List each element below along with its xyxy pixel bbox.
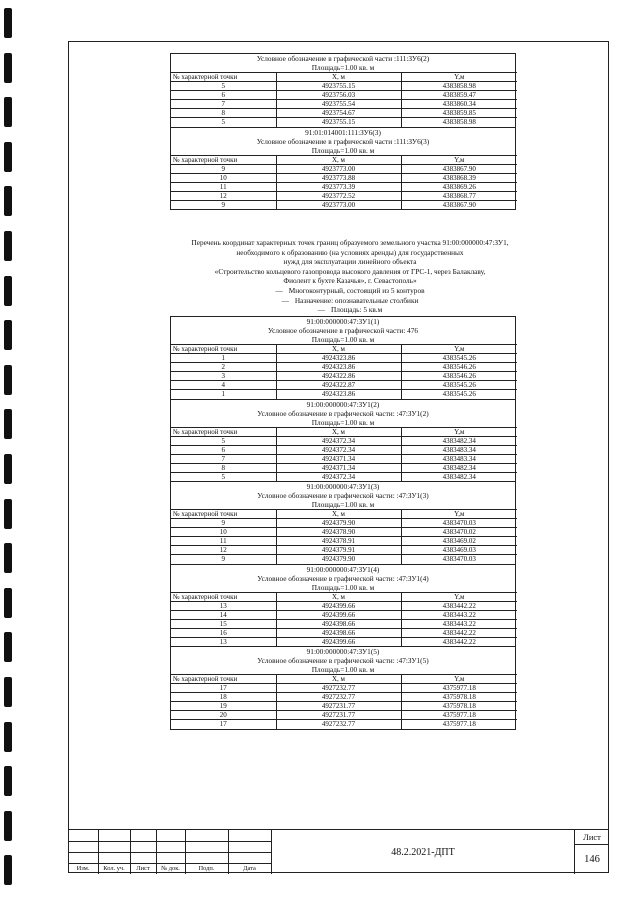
table-row: [171, 619, 517, 628]
coordinates-table: [171, 509, 517, 564]
binder-hole: [4, 722, 12, 752]
point-number: 13: [171, 637, 276, 646]
block-header-line: Площадь=1.00 кв. м: [311, 417, 375, 427]
column-header: X, м: [276, 510, 401, 519]
sheet-cell: [575, 830, 609, 874]
block-header: [171, 317, 515, 344]
x-coordinate: 4924323.86: [276, 390, 401, 399]
point-number: 9: [171, 519, 276, 528]
coordinates-table: [171, 592, 517, 647]
y-coordinate: 4383545.26: [401, 354, 517, 363]
point-number: 18: [171, 693, 276, 702]
binder-hole: [4, 409, 12, 439]
sheet-label: Лист: [583, 832, 601, 842]
y-coordinate: 4383442.22: [401, 637, 517, 646]
binder-hole: [4, 677, 12, 707]
coordinate-block: [170, 565, 516, 648]
point-number: 17: [171, 684, 276, 693]
column-header: X, м: [276, 592, 401, 601]
y-coordinate: 4375977.18: [401, 684, 517, 693]
point-number: 13: [171, 601, 276, 610]
x-coordinate: 4923756.03: [276, 91, 401, 100]
x-coordinate: 4923772.52: [276, 191, 401, 200]
x-coordinate: 4924378.90: [276, 528, 401, 537]
table-row: [171, 628, 517, 637]
y-coordinate: 4375978.18: [401, 693, 517, 702]
point-number: 8: [171, 109, 276, 118]
block-header: [171, 54, 515, 72]
y-coordinate: 4383546.26: [401, 372, 517, 381]
binder-hole: [4, 8, 12, 38]
x-coordinate: 4927232.77: [276, 684, 401, 693]
coordinate-tables-top: [170, 53, 516, 210]
x-coordinate: 4924379.90: [276, 555, 401, 564]
column-header: X, м: [276, 155, 401, 164]
y-coordinate: 4383546.26: [401, 363, 517, 372]
table-row: [171, 454, 517, 463]
binder-hole: [4, 543, 12, 573]
x-coordinate: 4924398.66: [276, 628, 401, 637]
coordinates-table: [171, 427, 517, 482]
x-coordinate: 4924322.86: [276, 372, 401, 381]
y-coordinate: 4383470.03: [401, 519, 517, 528]
table-row: [171, 711, 517, 720]
point-number: 8: [171, 463, 276, 472]
coordinate-block: [170, 482, 516, 565]
block-header-line: Площадь=1.00 кв. м: [311, 335, 375, 344]
x-coordinate: 4923773.00: [276, 164, 401, 173]
table-row: [171, 200, 517, 209]
table-row: [171, 436, 517, 445]
column-header: X, м: [276, 345, 401, 354]
y-coordinate: 4383483.34: [401, 454, 517, 463]
document-code-cell: [271, 830, 575, 874]
block-header-line: 91:00:000000:47:ЗУ1(4): [306, 564, 380, 574]
point-number: 17: [171, 720, 276, 729]
x-coordinate: 4924372.34: [276, 472, 401, 481]
table-row: [171, 354, 517, 363]
coordinate-block: [170, 400, 516, 483]
intro-line: необходимого к образованию (на условиях аренды) для государственных: [236, 247, 464, 257]
point-number: 9: [171, 200, 276, 209]
column-header: Y,м: [401, 592, 517, 601]
point-number: 11: [171, 182, 276, 191]
table-row: [171, 463, 517, 472]
table-row: [171, 118, 517, 127]
table-row: [171, 182, 517, 191]
y-coordinate: 4383443.22: [401, 610, 517, 619]
coordinate-block: [170, 647, 516, 730]
y-coordinate: 4383442.22: [401, 628, 517, 637]
table-row: [171, 684, 517, 693]
intro-bullet: — Многоконтурный, состоящий из 5 контуров: [275, 285, 425, 295]
x-coordinate: 4923755.15: [276, 82, 401, 91]
point-number: 7: [171, 454, 276, 463]
binder-hole: [4, 231, 12, 261]
block-header-line: 91:00:000000:47:ЗУ1(1): [306, 317, 380, 326]
point-number: 6: [171, 91, 276, 100]
binder-hole: [4, 53, 12, 83]
block-header-line: Условное обозначение в графической части: :47:ЗУ1(2): [257, 408, 429, 418]
x-coordinate: 4924399.66: [276, 637, 401, 646]
table-row: [171, 372, 517, 381]
table-row: [171, 109, 517, 118]
block-header-line: Условное обозначение в графической части: :47:ЗУ1(5): [257, 656, 429, 665]
binder-hole: [4, 855, 12, 885]
x-coordinate: 4923755.54: [276, 100, 401, 109]
x-coordinate: 4927231.77: [276, 711, 401, 720]
block-header: [171, 400, 515, 427]
x-coordinate: 4924379.90: [276, 519, 401, 528]
coordinates-table: [171, 155, 517, 210]
table-row: [171, 472, 517, 481]
x-coordinate: 4927232.77: [276, 693, 401, 702]
coordinate-block: [170, 128, 516, 211]
y-coordinate: 4383470.03: [401, 555, 517, 564]
point-number: 10: [171, 173, 276, 182]
block-header-line: 91:00:000000:47:ЗУ1(5): [306, 647, 380, 656]
column-header: Y,м: [401, 510, 517, 519]
block-header-line: 91:00:000000:47:ЗУ1(3): [306, 482, 380, 491]
block-header-line: Условное обозначение в графической части: :47:ЗУ1(3): [257, 491, 429, 500]
intro-bullet-text: Площадь: 5 кв.м: [331, 305, 383, 315]
binder-hole: [4, 499, 12, 529]
point-number: 4: [171, 381, 276, 390]
point-number: 9: [171, 555, 276, 564]
point-number: 5: [171, 82, 276, 91]
block-header: [171, 128, 515, 155]
stamp-label: Лист: [136, 865, 150, 872]
block-header: [171, 565, 515, 592]
column-header: Y,м: [401, 345, 517, 354]
y-coordinate: 4383858.98: [401, 118, 517, 127]
column-header: Y,м: [401, 675, 517, 684]
binder-hole: [4, 97, 12, 127]
point-number: 15: [171, 619, 276, 628]
stamp-label: Подп.: [198, 865, 215, 872]
y-coordinate: 4383442.22: [401, 601, 517, 610]
column-header: № характерной точки: [171, 73, 276, 82]
table-row: [171, 555, 517, 564]
x-coordinate: 4924371.34: [276, 463, 401, 472]
document-code: 48.2.2021-ДПТ: [391, 847, 455, 858]
y-coordinate: 4383470.02: [401, 528, 517, 537]
x-coordinate: 4924399.66: [276, 610, 401, 619]
y-coordinate: 4383868.39: [401, 173, 517, 182]
y-coordinate: 4375978.18: [401, 702, 517, 711]
stamp-label: Дата: [243, 865, 256, 872]
x-coordinate: 4924371.34: [276, 454, 401, 463]
block-header-line: Условное обозначение в графической части: 476: [267, 326, 419, 335]
point-number: 2: [171, 363, 276, 372]
coordinates-table: [171, 674, 517, 729]
point-number: 6: [171, 445, 276, 454]
coordinates-table: [171, 72, 517, 127]
coordinates-table: [171, 344, 517, 399]
table-row: [171, 693, 517, 702]
point-number: 11: [171, 537, 276, 546]
block-header-line: Условное обозначение в графической части :111:ЗУ6(2): [256, 54, 430, 63]
stamp-label: Кол. уч.: [103, 865, 125, 872]
intro-bullet: — Назначение: опознавательные столбики: [281, 295, 419, 305]
intro-line: нужд для эксплуатации линейного объекта: [283, 257, 417, 267]
revision-grid: [68, 830, 271, 874]
point-number: 5: [171, 472, 276, 481]
table-row: [171, 702, 517, 711]
binder-hole: [4, 320, 12, 350]
sheet-number: 146: [584, 854, 600, 865]
stamp-label: № док.: [161, 865, 180, 872]
x-coordinate: 4924323.86: [276, 363, 401, 372]
y-coordinate: 4383545.26: [401, 381, 517, 390]
table-row: [171, 173, 517, 182]
y-coordinate: 4383443.22: [401, 619, 517, 628]
table-row: [171, 164, 517, 173]
y-coordinate: 4375977.18: [401, 711, 517, 720]
binder-hole: [4, 186, 12, 216]
y-coordinate: 4383867.90: [401, 200, 517, 209]
column-header: X, м: [276, 427, 401, 436]
coordinate-block: [170, 53, 516, 128]
x-coordinate: 4923773.00: [276, 200, 401, 209]
x-coordinate: 4923773.88: [276, 173, 401, 182]
block-header-line: Площадь=1.00 кв. м: [311, 500, 375, 509]
y-coordinate: 4383482.34: [401, 472, 517, 481]
block-header: [171, 647, 515, 674]
x-coordinate: 4927232.77: [276, 720, 401, 729]
x-coordinate: 4924372.34: [276, 436, 401, 445]
block-header-line: Площадь=1.00 кв. м: [311, 63, 375, 72]
column-header: X, м: [276, 73, 401, 82]
y-coordinate: 4383545.26: [401, 390, 517, 399]
table-row: [171, 381, 517, 390]
block-header-line: Площадь=1.00 кв. м: [311, 665, 375, 674]
point-number: 19: [171, 702, 276, 711]
y-coordinate: 4375977.18: [401, 720, 517, 729]
point-number: 16: [171, 628, 276, 637]
table-row: [171, 601, 517, 610]
y-coordinate: 4383482.34: [401, 463, 517, 472]
table-row: [171, 390, 517, 399]
point-number: 12: [171, 191, 276, 200]
table-row: [171, 537, 517, 546]
point-number: 12: [171, 546, 276, 555]
block-header: [171, 482, 515, 509]
y-coordinate: 4383868.77: [401, 191, 517, 200]
point-number: 14: [171, 610, 276, 619]
block-header-line: Площадь=1.00 кв. м: [311, 582, 375, 592]
table-row: [171, 637, 517, 646]
table-row: [171, 100, 517, 109]
point-number: 10: [171, 528, 276, 537]
intro-line: «Строительство кольцевого газопровода высокого давления от ГРС-1, через Балаклаву,: [214, 266, 486, 276]
x-coordinate: 4924378.91: [276, 537, 401, 546]
intro-bullet-text: Многоконтурный, состоящий из 5 контуров: [288, 285, 425, 295]
intro-line: Перечень координат характерных точек границ образуемого земельного участка 91:00:000000:47:ЗУ1,: [191, 238, 509, 247]
point-number: 1: [171, 354, 276, 363]
point-number: 3: [171, 372, 276, 381]
point-number: 5: [171, 436, 276, 445]
y-coordinate: 4383860.34: [401, 100, 517, 109]
binder-hole: [4, 811, 12, 841]
intro-line: Фиолент к бухте Казачья», г. Севастополь»: [283, 276, 417, 286]
y-coordinate: 4383859.85: [401, 109, 517, 118]
x-coordinate: 4923754.67: [276, 109, 401, 118]
binder-holes: [0, 0, 22, 905]
table-row: [171, 363, 517, 372]
y-coordinate: 4383869.26: [401, 182, 517, 191]
binder-hole: [4, 632, 12, 662]
parcel-description: [160, 238, 540, 315]
y-coordinate: 4383867.90: [401, 164, 517, 173]
y-coordinate: 4383482.34: [401, 436, 517, 445]
column-header: X, м: [276, 675, 401, 684]
x-coordinate: 4923755.15: [276, 118, 401, 127]
x-coordinate: 4924322.87: [276, 381, 401, 390]
intro-bullet: — Площадь: 5 кв.м: [317, 305, 383, 315]
block-header-line: Условное обозначение в графической части: :47:ЗУ1(4): [257, 573, 429, 583]
block-header-line: 91:00:000000:47:ЗУ1(2): [306, 399, 380, 409]
table-row: [171, 445, 517, 454]
binder-hole: [4, 276, 12, 306]
y-coordinate: 4383483.34: [401, 445, 517, 454]
x-coordinate: 4924379.91: [276, 546, 401, 555]
column-header: № характерной точки: [171, 592, 276, 601]
column-header: № характерной точки: [171, 510, 276, 519]
table-row: [171, 82, 517, 91]
stamp-label: Изм.: [76, 865, 90, 872]
x-coordinate: 4924399.66: [276, 601, 401, 610]
x-coordinate: 4924323.86: [276, 354, 401, 363]
column-header: № характерной точки: [171, 155, 276, 164]
point-number: 20: [171, 711, 276, 720]
y-coordinate: 4383859.47: [401, 91, 517, 100]
binder-hole: [4, 588, 12, 618]
table-row: [171, 528, 517, 537]
x-coordinate: 4923773.39: [276, 182, 401, 191]
x-coordinate: 4924372.34: [276, 445, 401, 454]
column-header: № характерной точки: [171, 345, 276, 354]
y-coordinate: 4383469.03: [401, 546, 517, 555]
table-row: [171, 519, 517, 528]
binder-hole: [4, 142, 12, 172]
title-block: [68, 829, 609, 873]
column-header: Y,м: [401, 155, 517, 164]
block-header-line: Условное обозначение в графической части :111:ЗУ6(3): [256, 136, 430, 146]
point-number: 9: [171, 164, 276, 173]
table-row: [171, 546, 517, 555]
table-row: [171, 720, 517, 729]
block-header-line: Площадь=1.00 кв. м: [311, 145, 375, 155]
y-coordinate: 4383469.02: [401, 537, 517, 546]
intro-bullet-text: Назначение: опознавательные столбики: [294, 295, 419, 305]
column-header: № характерной точки: [171, 675, 276, 684]
column-header: Y,м: [401, 427, 517, 436]
binder-hole: [4, 766, 12, 796]
binder-hole: [4, 365, 12, 395]
table-row: [171, 610, 517, 619]
block-header-line: 91:01:014001:111:ЗУ6(3): [305, 127, 381, 137]
coordinate-block: [170, 316, 516, 400]
column-header: № характерной точки: [171, 427, 276, 436]
y-coordinate: 4383858.98: [401, 82, 517, 91]
table-row: [171, 91, 517, 100]
point-number: 5: [171, 118, 276, 127]
point-number: 1: [171, 390, 276, 399]
coordinate-tables-main: [170, 316, 516, 730]
point-number: 7: [171, 100, 276, 109]
table-row: [171, 191, 517, 200]
column-header: Y,м: [401, 73, 517, 82]
x-coordinate: 4927231.77: [276, 702, 401, 711]
x-coordinate: 4924398.66: [276, 619, 401, 628]
binder-hole: [4, 454, 12, 484]
